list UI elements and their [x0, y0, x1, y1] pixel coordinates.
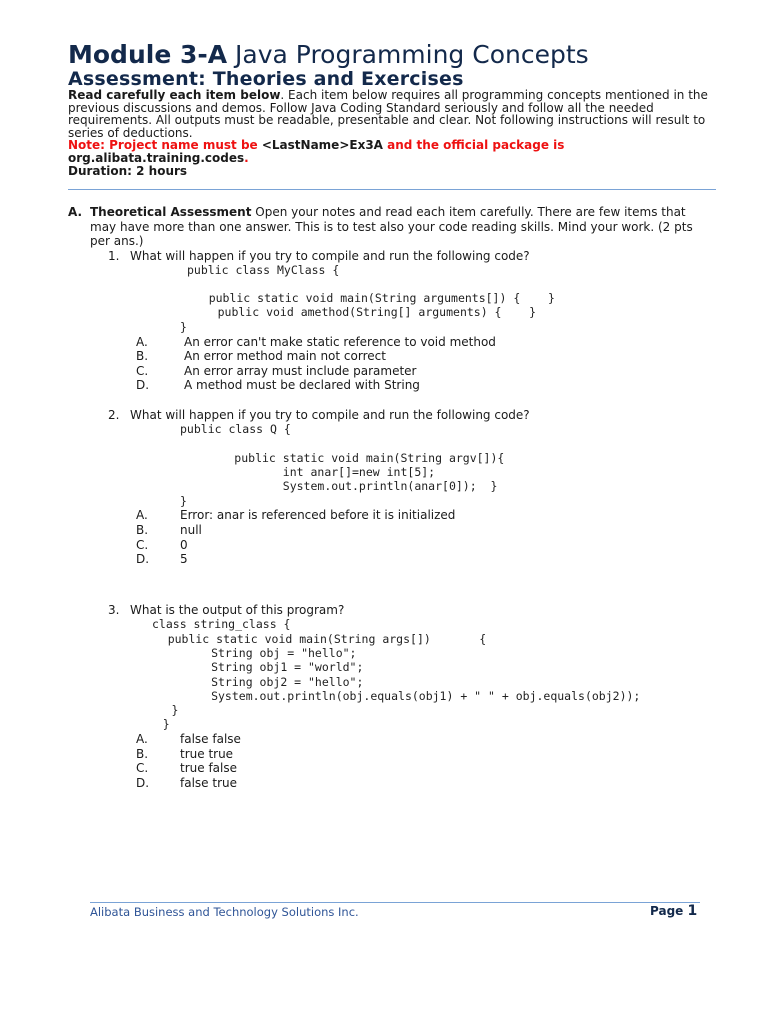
question-text: What will happen if you try to compile and run the following code? — [130, 408, 530, 422]
code-line: String obj = "hello"; — [128, 646, 357, 660]
choice-text: Error: anar is referenced before it is initialized — [180, 508, 456, 522]
question-1 — [108, 249, 530, 264]
question-text: What is the output of this program? — [130, 603, 345, 617]
section-a-heading — [68, 205, 708, 249]
choice-item: A. — [136, 508, 148, 522]
footer-divider — [90, 902, 700, 903]
code-line: public static void main(String argv[]){ — [172, 451, 505, 465]
choice-item: A. — [136, 732, 148, 746]
question-number: 2. — [108, 408, 120, 422]
choice-text: true true — [180, 747, 234, 761]
choice-text: false false — [180, 732, 241, 746]
choice-item: D. — [136, 552, 150, 566]
choice-item: D. — [136, 378, 150, 392]
choice-item: C. — [136, 538, 149, 552]
code-line: String obj2 = "hello"; — [128, 675, 364, 689]
footer-page — [650, 903, 697, 919]
note-package-label: and the official package is — [382, 138, 565, 153]
page-subtitle: Assessment: Theories and Exercises — [68, 68, 464, 90]
choice-item: B. — [136, 349, 149, 363]
package-name: org.alibata.training.codes — [68, 150, 245, 165]
choice-item: A. — [136, 335, 148, 349]
question-3 — [108, 603, 344, 618]
instructions: Read carefully each item below. Each item below requires all programming concepts mentioned in the previous discussions and demos. Follow Java Coding Standard seriously and follow all the needed requirements. All outputs must be readable, presentable and clear. Not following instructions will result to series of deductions. Note: Project name must be <LastName>Ex3A and the official package is org.alibata.training.codes. Duration: 2 hours — [68, 88, 708, 178]
choice-item: B. — [136, 523, 149, 537]
choice-text: null — [180, 523, 202, 537]
code-line: class string_class { — [152, 617, 291, 631]
code-line: } — [142, 717, 170, 731]
project-name: <LastName>Ex3A — [261, 138, 383, 153]
choice-text: false true — [180, 776, 237, 790]
header-divider — [68, 189, 716, 190]
footer-company: Alibata Business and Technology Solutions Inc. — [90, 905, 359, 919]
choice-item: D. — [136, 776, 150, 790]
code-line: public static void main(String arguments[]) { } — [181, 291, 555, 305]
choice-text: A method must be declared with String — [184, 378, 420, 392]
note-label: Note: Project name must be — [68, 138, 262, 153]
section-a-description: Open your notes and read each item carefully. There are few items that may have more than one answer. This is to test also your code reading skills. Mind your work. (2 pts per ans.) — [90, 205, 693, 248]
choice-item: C. — [136, 761, 149, 775]
question-2 — [108, 408, 530, 423]
code-line: } — [180, 494, 187, 508]
code-line: int anar[]=new int[5]; — [172, 465, 436, 479]
question-text: What will happen if you try to compile and run the following code? — [130, 249, 530, 263]
choice-text: An error array must include parameter — [184, 364, 417, 378]
code-line: public static void main(String args[]) { — [140, 632, 487, 646]
module-number: Module 3-A — [68, 40, 228, 69]
code-line: } — [180, 320, 187, 334]
code-line: System.out.println(obj.equals(obj1) + " " + obj.equals(obj2)); — [128, 689, 641, 703]
code-line: public class Q { — [180, 422, 291, 436]
choice-item: C. — [136, 364, 149, 378]
question-number: 1. — [108, 249, 120, 263]
section-a-label: A. — [68, 205, 83, 219]
code-line: System.out.println(anar[0]); } — [172, 479, 498, 493]
section-a-title: Theoretical Assessment — [90, 205, 252, 219]
choice-text: true false — [180, 761, 237, 775]
choice-text: An error can't make static reference to void method — [184, 335, 496, 349]
module-name: Java Programming Concepts — [227, 40, 589, 69]
code-line: } — [130, 703, 179, 717]
code-line: String obj1 = "world"; — [128, 660, 364, 674]
choice-text: 0 — [180, 538, 188, 552]
code-line: public void amethod(String[] arguments) { } — [183, 305, 537, 319]
choice-text: 5 — [180, 552, 188, 566]
question-number: 3. — [108, 603, 120, 617]
page-number: 1 — [687, 903, 698, 919]
code-line: public class MyClass { — [187, 263, 340, 277]
page-label: Page — [650, 904, 688, 918]
page-title — [68, 40, 589, 70]
choice-item: B. — [136, 747, 149, 761]
instructions-lead: Read carefully each item below — [68, 88, 281, 102]
instructions-body: . Each item below requires all programming concepts mentioned in the previous discussions and demos. Follow Java Coding Standard seriously and follow all the needed requirements. All outputs must be readable, presentable and clear. Not following instructions will result to series of deductions. — [68, 88, 708, 140]
choice-text: An error method main not correct — [184, 349, 386, 363]
duration: Duration: 2 hours — [68, 163, 188, 178]
